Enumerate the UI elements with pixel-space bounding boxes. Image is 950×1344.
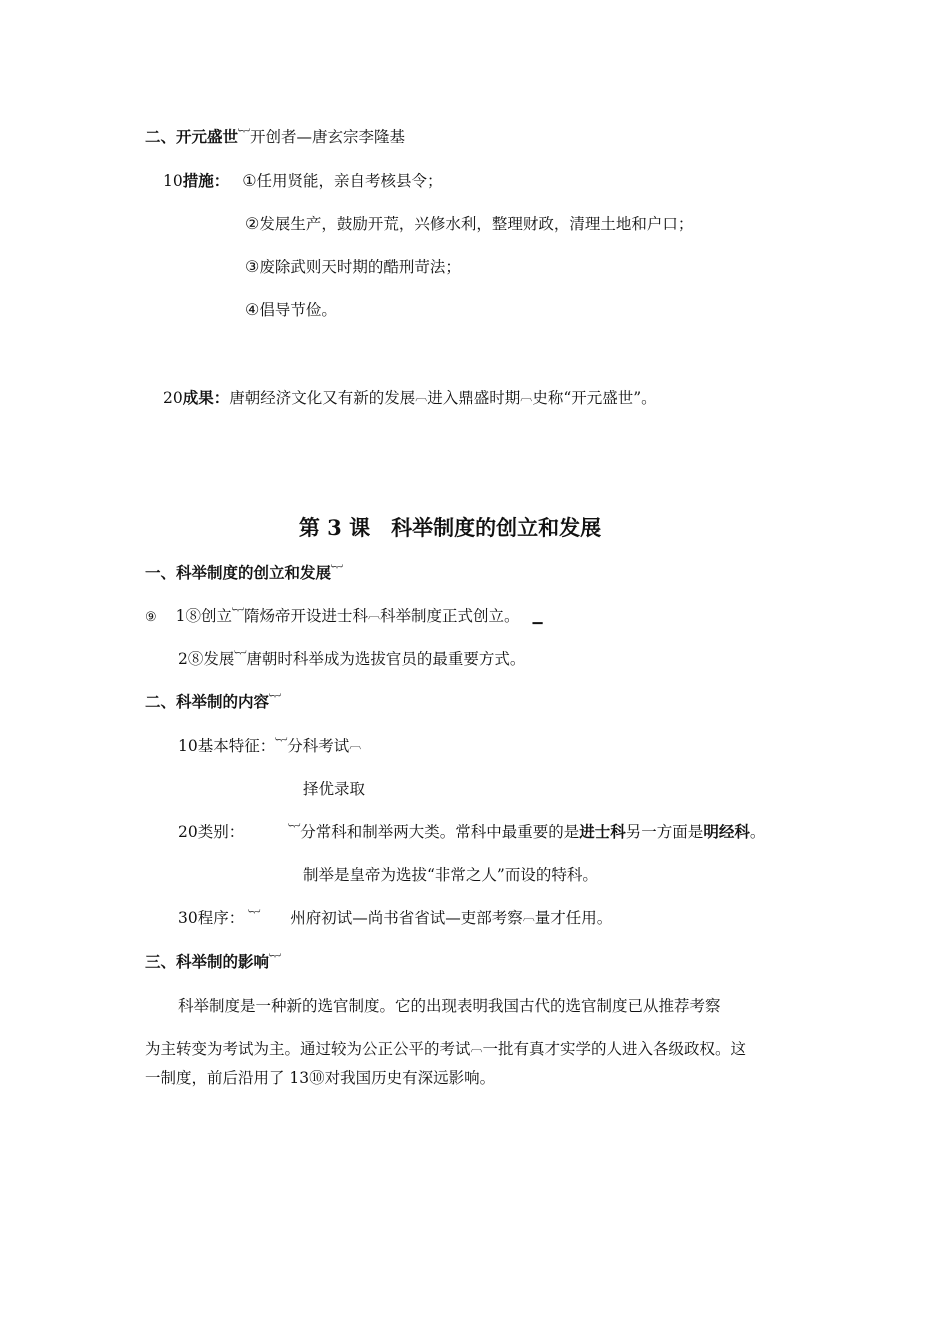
kaiyuan-heading-rest: 开创者—唐玄宗李隆基 (250, 128, 406, 146)
measure-marker-3: ③ (245, 257, 260, 276)
item1-tail-mark: ▁ (532, 610, 543, 625)
feature-text: 分科考试 (287, 737, 350, 755)
measure-text-2: 发展生产，鼓励开荒，兴修水利，整理财政，清理土地和户口； (259, 215, 694, 233)
item2-label: 发展 (203, 650, 235, 668)
result-mark-1: ︹ (415, 389, 428, 403)
measure-marker-1: ① (242, 171, 257, 190)
keju1-heading-mark: ︸ (331, 564, 344, 578)
keju1-item-2 (178, 648, 525, 671)
measures-num: 10 (163, 172, 183, 190)
kaiyuan-heading-mark: ︸ (238, 128, 251, 142)
feature-num: 10 (178, 737, 198, 755)
measures-line-2 (245, 213, 693, 235)
item1-lead-mark: ⑨ (145, 610, 157, 625)
influence-line-2b: 一批有真才实学的人进入各级政权。这 (482, 1040, 747, 1058)
item1-label: 创立 (200, 607, 232, 625)
keju2-heading-mark: ︸ (269, 693, 282, 707)
category-mark: ︸ (288, 823, 301, 837)
kaiyuan-heading (145, 126, 405, 149)
feature-label: 基本特征： (197, 737, 276, 755)
procedure-label: 程序： (197, 909, 245, 927)
feature-line-1 (178, 735, 361, 758)
measure-text-3: 废除武则天时期的酷刑苛法； (259, 258, 461, 276)
category-line-2: 制举是皇帝为选拔“非常之人”而设的特科。 (303, 866, 598, 884)
influence-line-2a: 为主转变为考试为主。通过较为公正公平的考试 (145, 1040, 471, 1058)
category-bold-mingjing: 明经科 (703, 822, 750, 841)
result-part1: 唐朝经济文化又有新的发展 (229, 389, 416, 407)
result-num: 20 (163, 389, 183, 407)
procedure-mark-2: ︹ (522, 909, 535, 923)
lesson-title: 第 3 课 科举制度的创立和发展 (298, 515, 602, 540)
item2-mark: ︸ (234, 650, 247, 664)
keju1-item-1 (145, 605, 542, 629)
procedure-text2: 量才任用。 (534, 909, 613, 927)
keju2-heading-label: 二、科举制的内容 (145, 692, 270, 711)
measure-marker-2: ② (245, 214, 260, 233)
category-label: 类别： (197, 823, 245, 841)
category-text3: 。 (749, 823, 766, 841)
feature-mark-2: ︹ (349, 737, 362, 751)
measure-marker-4: ④ (245, 300, 260, 319)
influence-line-2 (145, 1038, 746, 1061)
keju1-heading-label: 一、科举制度的创立和发展 (145, 563, 332, 582)
feature-mark: ︸ (275, 737, 288, 751)
item2-num: 2⑧ (178, 650, 204, 668)
measure-text-4: 倡导节俭。 (259, 301, 337, 319)
keju1-heading (145, 562, 343, 585)
influence-mark: ︹ (470, 1040, 483, 1054)
feature-line-2: 择优录取 (303, 780, 366, 798)
result-part2: 进入鼎盛时期 (427, 389, 521, 407)
keju3-heading-mark: ︸ (269, 953, 282, 967)
category-text1: 分常科和制举两大类。常科中最重要的是 (300, 823, 580, 841)
result-mark-2: ︹ (520, 389, 533, 403)
result-part3: 史称“开元盛世”。 (532, 389, 657, 407)
keju2-heading (145, 691, 281, 714)
influence-line-1: 科举制度是一种新的选官制度。它的出现表明我国古代的选官制度已从推荐考察 (178, 997, 721, 1015)
category-line-1 (178, 821, 765, 844)
procedure-line (178, 907, 612, 930)
measures-label: 措施： (182, 171, 230, 190)
item2-text: 唐朝时科举成为选拔官员的最重要方式。 (246, 650, 526, 668)
item1-mark-2: ︹ (368, 607, 381, 621)
item1-num: 1⑧ (175, 607, 201, 625)
measures-line-1 (163, 170, 443, 192)
result-line (163, 387, 657, 410)
kaiyuan-heading-label: 二、开元盛世 (145, 127, 239, 146)
measures-line-4 (245, 299, 337, 321)
result-label: 成果： (182, 388, 230, 407)
item1-mark: ︸ (231, 607, 244, 621)
procedure-num: 30 (178, 909, 198, 927)
keju3-heading (145, 951, 281, 974)
item1-text1: 隋炀帝开设进士科 (244, 607, 369, 625)
category-bold-jinshi: 进士科 (579, 822, 626, 841)
influence-line-3: 一制度，前后沿用了 13⑩对我国历史有深远影响。 (145, 1069, 496, 1087)
category-num: 20 (178, 823, 198, 841)
measures-line-3 (245, 256, 461, 278)
procedure-text1: 州府初试—尚书省省试—吏部考察 (290, 909, 523, 927)
procedure-mark: ︸ (248, 909, 261, 923)
item1-text2: 科举制度正式创立。 (380, 607, 520, 625)
measure-text-1: 任用贤能，亲自考核县令； (256, 172, 443, 190)
keju3-heading-label: 三、科举制的影响 (145, 952, 270, 971)
category-text2: 另一方面是 (625, 823, 704, 841)
